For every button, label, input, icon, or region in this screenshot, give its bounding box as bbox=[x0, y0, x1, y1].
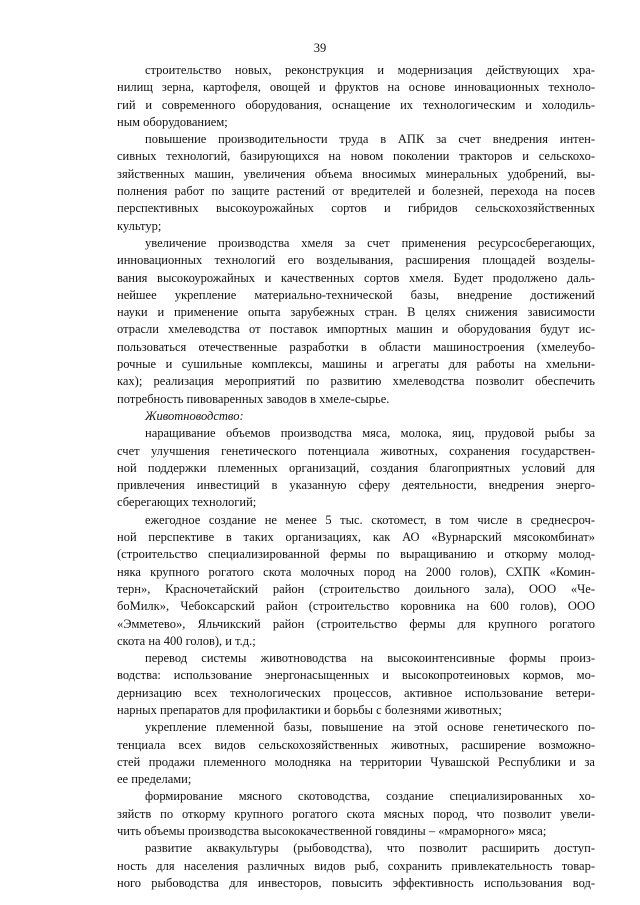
paragraph bbox=[117, 512, 595, 650]
paragraph bbox=[117, 62, 595, 131]
paragraph bbox=[117, 650, 595, 719]
text-line: дернизацию всех технологических процессов, активное использование ветери- bbox=[117, 685, 595, 700]
text-line: укрепление племенной базы, повышение на этой основе генетического по- bbox=[145, 720, 595, 735]
text-line: водства: использование энергонасыщенных и высокопротеиновых кормов, мо- bbox=[117, 668, 595, 683]
text-line: вания высокоурожайных и качественных сортов хмеля. Будет продолжено даль- bbox=[117, 270, 595, 285]
text-line: инновационных технологий его возделывания, расширения площадей возделы- bbox=[117, 253, 595, 268]
text-line: ной перспективе в таких организациях, как АО «Вурнарский мясокомбинат» bbox=[117, 530, 595, 545]
text-line: увеличение производства хмеля за счет применения ресурсосберегающих, bbox=[145, 235, 595, 250]
text-line: формирование мясного скотоводства, создание специализированных хо- bbox=[145, 789, 595, 804]
text-line: науки и применение опыта зарубежных стран. В целях снижения зависимости bbox=[117, 305, 595, 320]
text-line: гий и современного оборудования, оснащение их технологическим и холодиль- bbox=[117, 97, 595, 112]
text-line: ным оборудованием; bbox=[117, 114, 228, 129]
text-line: нилищ зерна, картофеля, овощей и фруктов на основе инновационных техноло- bbox=[117, 80, 595, 95]
text-line: стей продажи племенного молодняка на территории Чувашской Республики и за bbox=[117, 754, 595, 769]
text-line: культур; bbox=[117, 218, 162, 233]
text-line: перспективных высокоурожайных сортов и гибридов сельскохозяйственных bbox=[117, 201, 595, 216]
text-line: повышение производительности труда в АПК за счет внедрения интен- bbox=[145, 132, 595, 147]
text-line: ного рыбоводства для инвесторов, повысить эффективность использования вод- bbox=[117, 875, 595, 890]
text-line: рочные и сушильные комплексы, машины и агрегаты для работы на хмельни- bbox=[117, 357, 595, 372]
text-line: строительство новых, реконструкция и модернизация действующих хра- bbox=[145, 63, 595, 77]
text-line: счет улучшения генетического потенциала животных, сохранения государствен- bbox=[117, 443, 595, 458]
text-line: наращивание объемов производства мяса, молока, яиц, прудовой рыбы за bbox=[145, 426, 595, 441]
text-line: скота на 400 голов), и т.д.; bbox=[117, 633, 256, 648]
text-line: ее пределами; bbox=[117, 772, 192, 787]
text-line: ность для населения различных видов рыб, сохранить привлекательность товар- bbox=[117, 858, 595, 873]
document-body bbox=[117, 62, 595, 892]
text-line: Животноводство: bbox=[145, 408, 244, 423]
text-line: чить объемы производства высококачественной говядины – «мраморного» мяса; bbox=[117, 824, 547, 839]
text-line: пользоваться отечественные разработки в области машиностроения (хмелеубо- bbox=[117, 339, 595, 354]
text-line: сберегающих технологий; bbox=[117, 495, 257, 510]
text-line: тенциала всех видов сельскохозяйственных животных, расширение возможно- bbox=[117, 737, 595, 752]
text-line: зяйственных машин, увеличения объема вносимых минеральных удобрений, вы- bbox=[117, 166, 595, 181]
paragraph bbox=[117, 719, 595, 788]
text-line: отрасли хмелеводства от поставок импортных машин и оборудования будут ис- bbox=[117, 322, 595, 337]
text-line: перевод системы животноводства на высокоинтенсивные формы произ- bbox=[145, 651, 595, 666]
text-line: «Эмметево», Яльчикский район (строительство фермы для крупного рогатого bbox=[117, 616, 595, 631]
text-line: зяйств по откорму крупного рогатого скота мясных пород, что позволит увели- bbox=[117, 806, 595, 821]
paragraph bbox=[117, 235, 595, 408]
text-line: ежегодное создание не менее 5 тыс. скотомест, в том числе в среднесроч- bbox=[145, 512, 595, 527]
paragraph bbox=[117, 131, 595, 235]
text-line: потребность пивоваренных заводов в хмеле-сырье. bbox=[117, 391, 390, 406]
text-line: сивных технологий, базирующихся на новом поколении тракторов и сельскохо- bbox=[117, 149, 595, 164]
text-line: терн», Красночетайский район (строительство доильного зала), ООО «Че- bbox=[117, 581, 595, 596]
text-line: ках); реализация мероприятий по развитию хмелеводства позволит обеспечить bbox=[117, 374, 595, 389]
text-line: нейшее укрепление материально-технической базы, внедрение достижений bbox=[117, 287, 595, 302]
text-line: няка крупного рогатого скота молочных пород на 2000 голов), СХПК «Комин- bbox=[117, 564, 595, 579]
text-line: привлечения инвестиций в указанную сферу деятельности, внедрения энерго- bbox=[117, 478, 595, 493]
text-line: (строительство специализированной фермы по выращиванию и откорму молод- bbox=[117, 547, 595, 562]
page-number: 39 bbox=[313, 41, 327, 55]
text-line: нарных препаратов для профилактики и борьбы с болезнями животных; bbox=[117, 702, 502, 717]
paragraph bbox=[117, 425, 595, 511]
paragraph bbox=[117, 840, 595, 892]
text-line: развитие аквакультуры (рыбоводства), что позволит расширить доступ- bbox=[145, 841, 595, 856]
text-line: ной поддержки племенных организаций, создания благоприятных условий для bbox=[117, 460, 595, 475]
text-line: полнения работ по защите растений от вредителей и болезней, перехода на посев bbox=[117, 184, 595, 199]
text-line: боМилк», Чебоксарский район (строительство коровника на 600 голов), ООО bbox=[117, 599, 595, 614]
section-heading bbox=[117, 408, 595, 425]
paragraph bbox=[117, 788, 595, 840]
